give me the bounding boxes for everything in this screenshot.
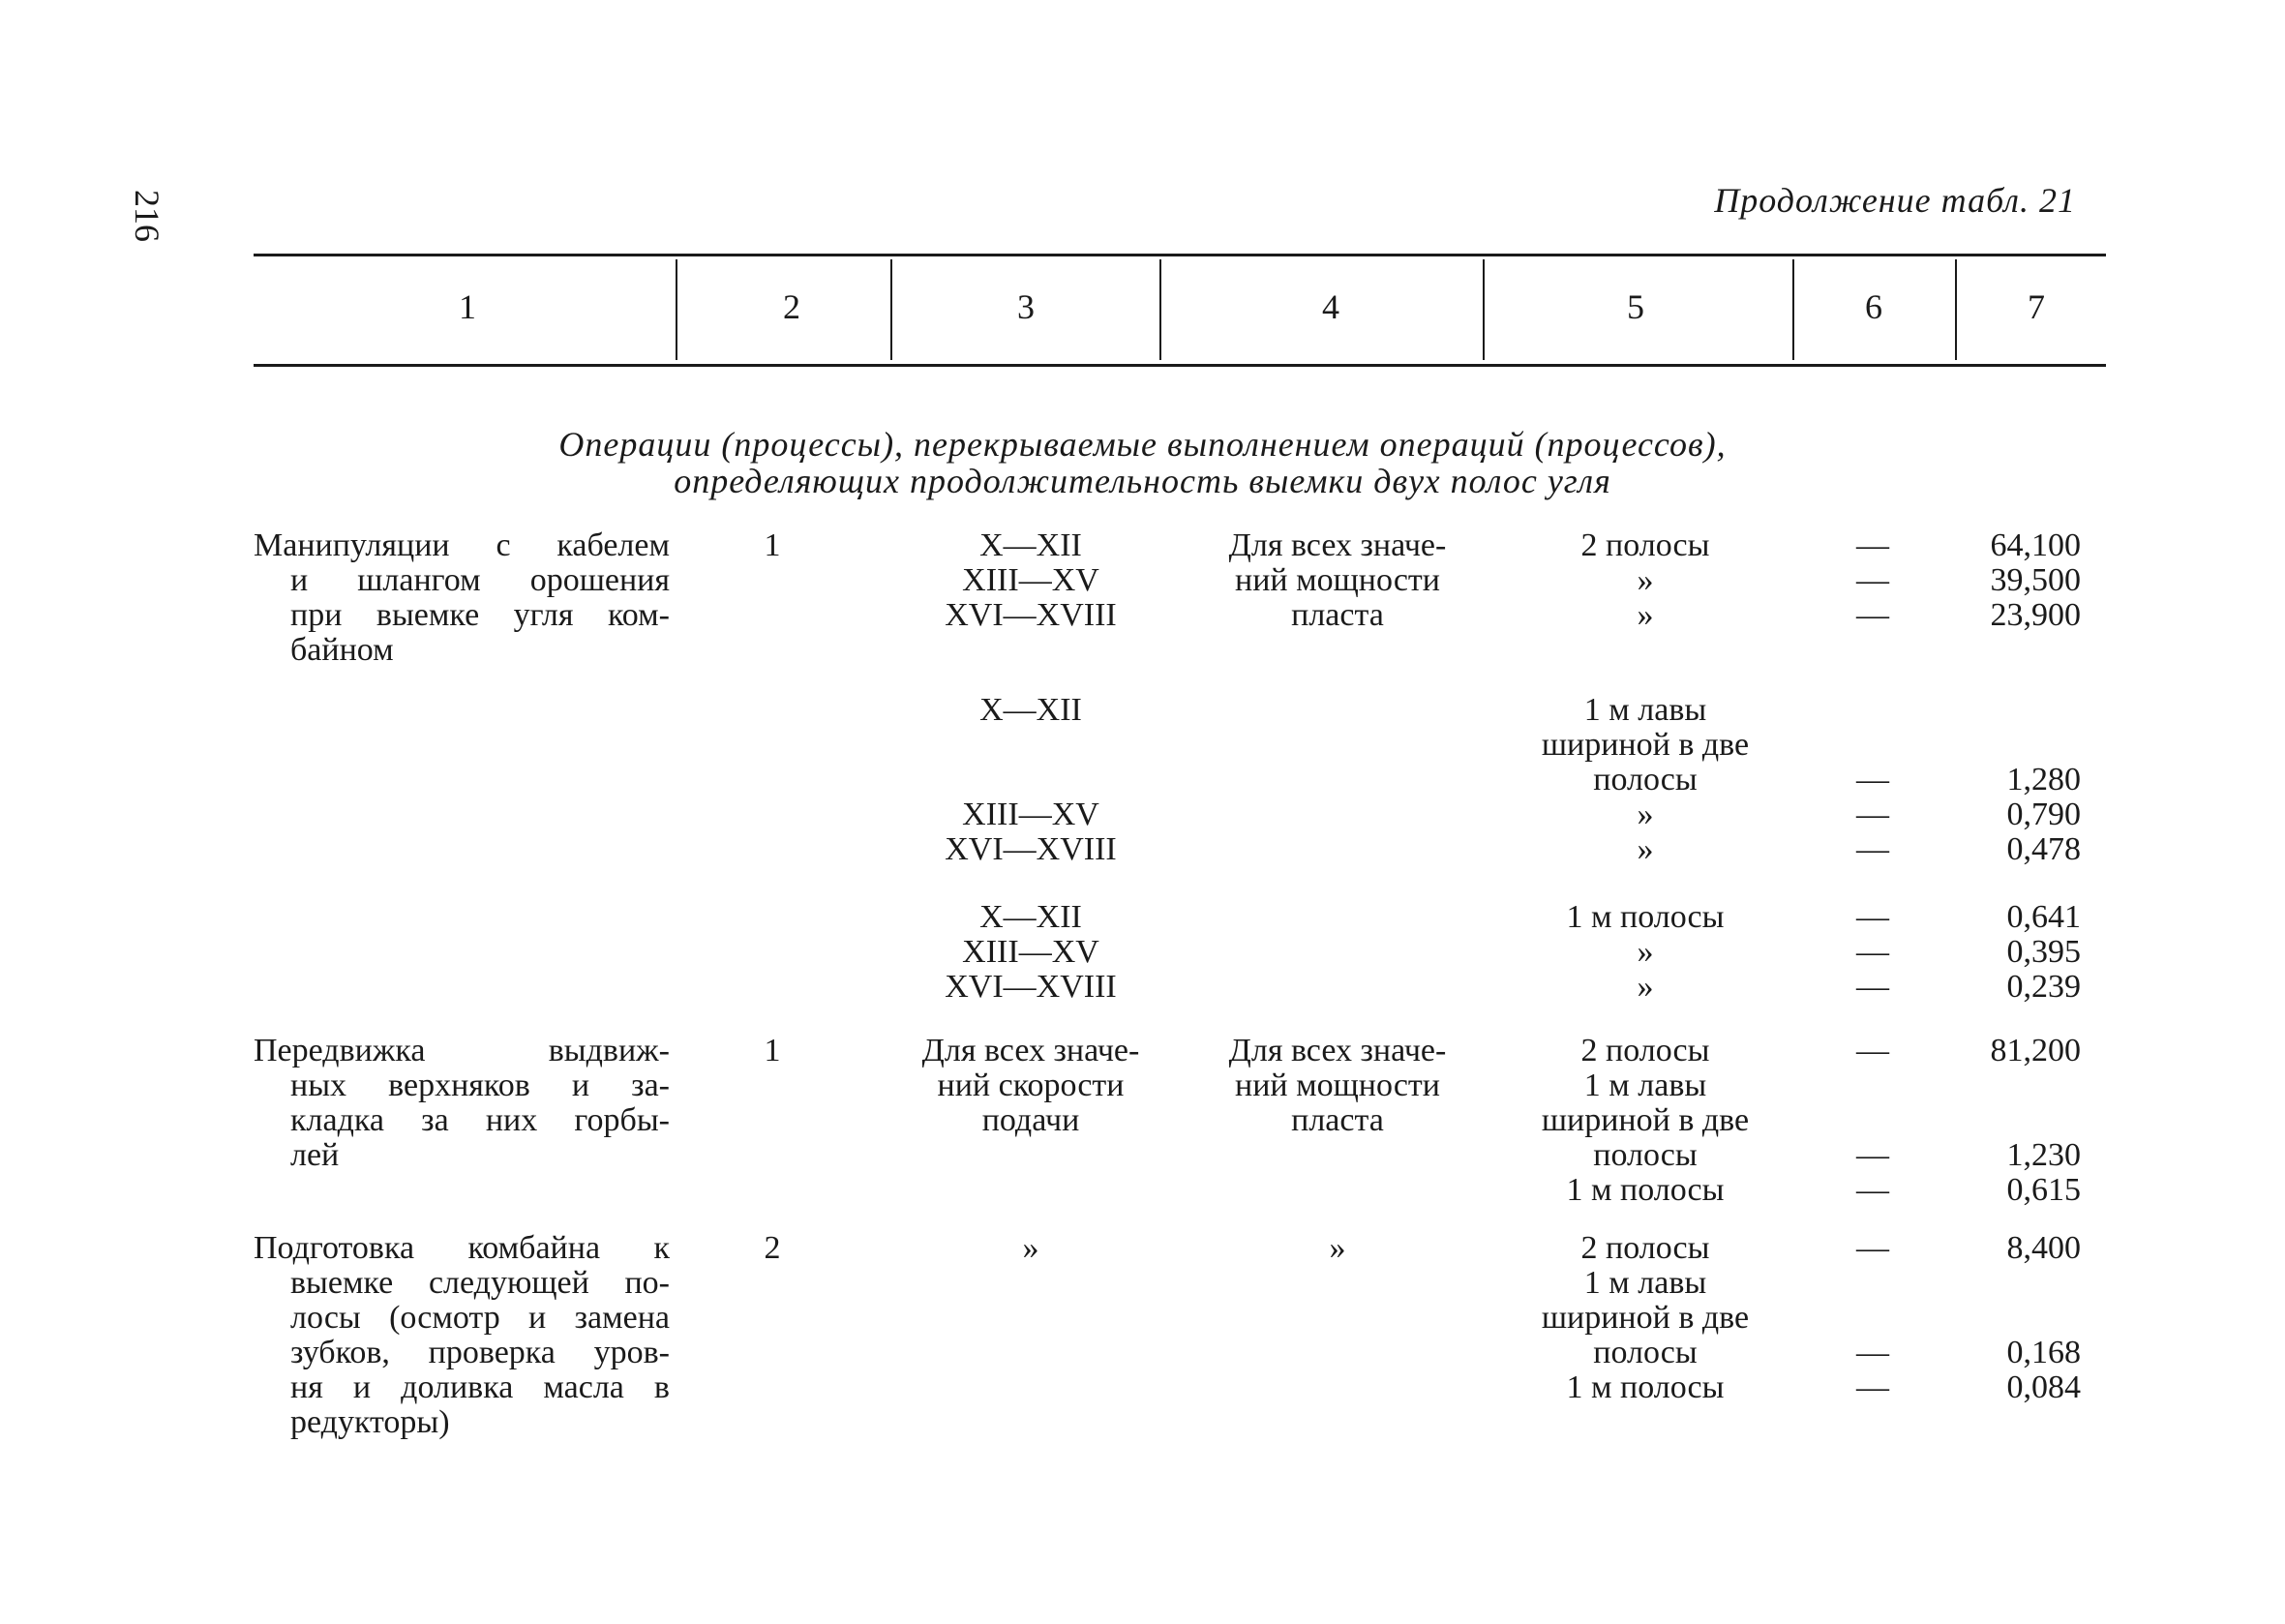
row-col6 [1844,900,1902,1005]
row-name-line: зубков, проверка уров- [290,1335,670,1370]
column-header-1: 1 [459,287,476,326]
cell-line: — [1856,899,1889,935]
row-col6 [1844,693,1902,867]
cell-line: Для всех значе- [1228,527,1447,563]
row-name-line: лосы (осмотр и замена [290,1300,670,1336]
cell-line: 0,615 [2006,1172,2081,1208]
cell-line: — [1856,969,1889,1005]
column-divider [890,259,892,360]
row-col3 [876,900,1186,1005]
cell-line [1844,1068,1902,1103]
cell-line: 64,100 [1990,527,2081,563]
row-col2: 1 [764,527,781,563]
cell-line: шириной в две [1541,727,1750,763]
cell-line: 1 м лавы [1583,1068,1707,1103]
cell-line: 1 м полосы [1566,899,1725,935]
cell-line: XIII—XV [962,797,1099,832]
row-col5 [1510,1231,1781,1405]
cell-line [1844,1103,1902,1138]
row-name-line: лей [290,1137,340,1173]
cell-line: полосы [1593,762,1698,797]
cell-line: — [1856,597,1889,633]
row-col3 [876,528,1186,633]
cell-line: ний скорости [937,1068,1125,1103]
cell-line [876,763,1186,797]
column-divider [1483,259,1485,360]
row-col7 [1936,1231,2081,1405]
row-col7 [1936,528,2081,633]
cell-line: Для всех значе- [1228,1033,1447,1068]
cell-line: 23,900 [1990,597,2081,633]
cell-line: — [1856,527,1889,563]
row-name [254,528,670,668]
column-divider [1955,259,1957,360]
cell-line: 1 м полосы [1566,1172,1725,1208]
cell-line: — [1856,1369,1889,1405]
cell-line: 0,395 [2006,934,2081,970]
cell-line: X—XII [979,899,1082,935]
row-col6 [1844,1034,1902,1208]
cell-line [1936,1068,2081,1103]
table-continuation-title: Продолжение табл. 21 [1714,181,2076,220]
header-bottom-rule [254,364,2106,367]
row-col7 [1936,1034,2081,1208]
cell-line: 1 м лавы [1583,1265,1707,1301]
cell-line: — [1856,562,1889,598]
row-name-line: при выемке угля ком- [290,597,670,633]
cell-line: шириной в две [1541,1300,1750,1336]
cell-line [1844,1266,1902,1301]
cell-line: 8,400 [2006,1230,2081,1266]
cell-line: пласта [1291,1102,1384,1138]
cell-line [1844,1301,1902,1336]
row-col5 [1510,900,1781,1005]
row-name-line: байном [290,632,394,668]
cell-line: XIII—XV [962,562,1099,598]
row-col2: 2 [764,1230,781,1266]
cell-line: 2 полосы [1580,1033,1710,1068]
section-title-line: Операции (процессы), перекрываемые выполнением операций (процессов), [558,425,1727,464]
column-header-4: 4 [1322,287,1339,326]
cell-line [876,728,1186,763]
row-col5 [1510,528,1781,633]
cell-line [1936,728,2081,763]
column-divider [676,259,677,360]
column-header-6: 6 [1865,287,1882,326]
cell-line: » [1637,797,1654,832]
cell-line [1936,1103,2081,1138]
cell-line: 0,641 [2006,899,2081,935]
cell-line: — [1856,1335,1889,1370]
row-name-line: кладка за них горбы- [290,1102,670,1138]
row-col2: 1 [764,1033,781,1068]
cell-line: пласта [1291,597,1384,633]
row-col3 [876,1034,1186,1138]
cell-line: — [1856,934,1889,970]
cell-line [1844,728,1902,763]
cell-line: XVI—XVIII [945,831,1117,867]
cell-line: ний мощности [1235,1068,1440,1103]
cell-line: 1 м полосы [1566,1369,1725,1405]
cell-line: 1 м лавы [1583,692,1707,728]
row-name-line: ня и доливка масла в [290,1369,670,1405]
cell-line: полосы [1593,1137,1698,1173]
cell-line [1936,1301,2081,1336]
cell-line: шириной в две [1541,1102,1750,1138]
cell-line: X—XII [979,692,1082,728]
row-name-line: Манипуляции с кабелем [254,527,670,563]
row-col7 [1936,900,2081,1005]
row-name-line: и шлангом орошения [290,562,670,598]
cell-line: 0,790 [2006,797,2081,832]
cell-line: 1,230 [2006,1137,2081,1173]
row-col4 [1192,1231,1483,1266]
section-title-line: определяющих продолжительность выемки двух полос угля [674,462,1611,500]
cell-line: — [1856,1033,1889,1068]
column-header-5: 5 [1627,287,1644,326]
cell-line: 0,168 [2006,1335,2081,1370]
cell-line: » [1637,831,1654,867]
row-col5 [1510,1034,1781,1208]
cell-line: XVI—XVIII [945,969,1117,1005]
column-header-3: 3 [1017,287,1035,326]
cell-line: 2 полосы [1580,527,1710,563]
column-header-2: 2 [783,287,800,326]
row-name [254,1034,670,1173]
page-number: 216 [128,190,166,242]
cell-line: » [1022,1230,1039,1266]
row-col6 [1844,528,1902,633]
row-col4 [1192,1034,1483,1138]
cell-line: » [1637,969,1654,1005]
cell-line: XIII—XV [962,934,1099,970]
row-name-line: Передвижка выдвиж- [254,1033,670,1068]
cell-line: 2 полосы [1580,1230,1710,1266]
cell-line [1844,693,1902,728]
cell-line: 1,280 [2006,762,2081,797]
cell-line: Для всех значе- [921,1033,1140,1068]
cell-line: 0,084 [2006,1369,2081,1405]
cell-line: — [1856,1230,1889,1266]
row-col6 [1844,1231,1902,1405]
cell-line: 0,239 [2006,969,2081,1005]
cell-line: » [1637,934,1654,970]
row-name-line: Подготовка комбайна к [254,1230,670,1266]
column-divider [1792,259,1794,360]
cell-line: » [1637,597,1654,633]
cell-line: — [1856,1137,1889,1173]
row-col3 [876,1231,1186,1266]
column-divider [1159,259,1161,360]
cell-line: — [1856,831,1889,867]
row-name-line: редукторы) [290,1404,450,1440]
row-col7 [1936,693,2081,867]
row-col5 [1510,693,1781,867]
cell-line: ний мощности [1235,562,1440,598]
section-title [0,426,2285,499]
row-name [254,1231,670,1440]
row-name-line: выемке следующей по- [290,1265,670,1301]
row-name-line: ных верхняков и за- [290,1068,670,1103]
cell-line: подачи [981,1102,1080,1138]
cell-line [1936,1266,2081,1301]
cell-line: полосы [1593,1335,1698,1370]
cell-line: — [1856,762,1889,797]
cell-line: — [1856,1172,1889,1208]
row-col3 [876,693,1186,867]
row-col4 [1192,528,1483,633]
cell-line: 0,478 [2006,831,2081,867]
cell-line: XVI—XVIII [945,597,1117,633]
header-top-rule [254,254,2106,256]
cell-line: — [1856,797,1889,832]
column-header-7: 7 [2028,287,2045,326]
cell-line: 39,500 [1990,562,2081,598]
cell-line: X—XII [979,527,1082,563]
cell-line: 81,200 [1990,1033,2081,1068]
cell-line: » [1329,1230,1346,1266]
cell-line: » [1637,562,1654,598]
cell-line [1936,693,2081,728]
